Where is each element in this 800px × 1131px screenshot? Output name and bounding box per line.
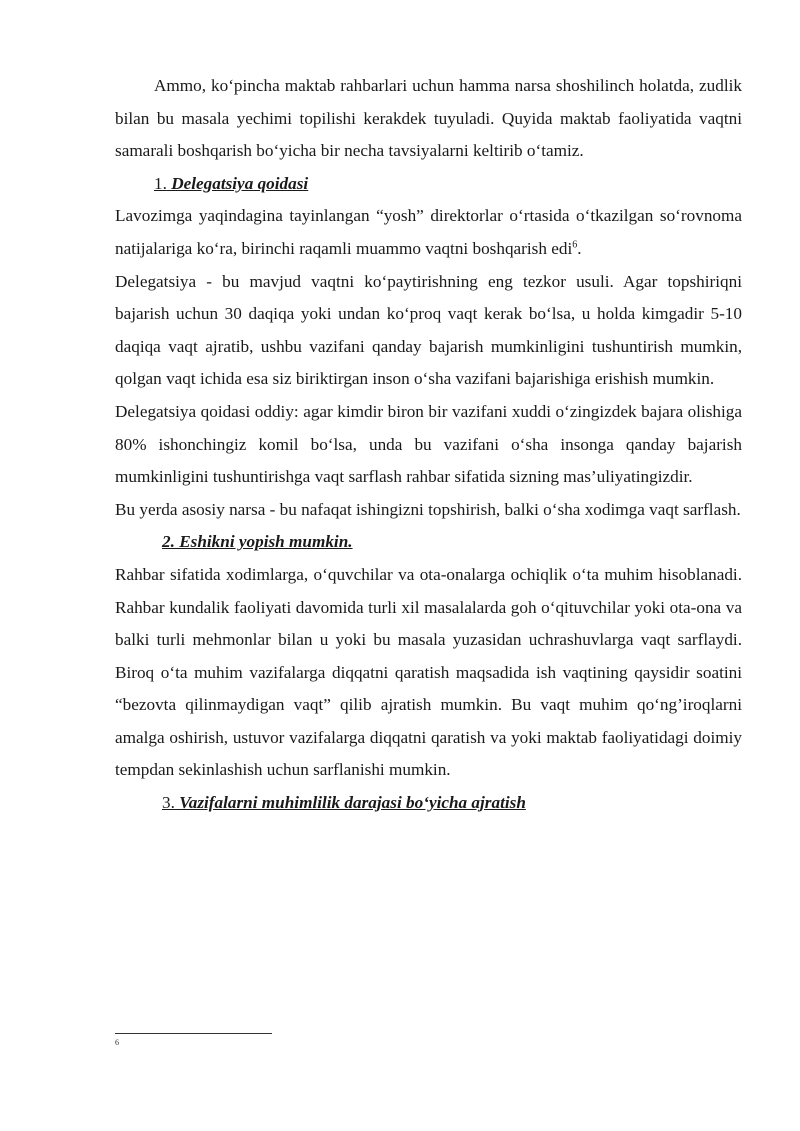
close-door-paragraph: Rahbar sifatida xodimlarga, o‘quvchilar va ota-onalarga ochiqlik o‘ta muhim hisoblanadi. Rahbar kundalik faoliyati davomida turli xil masalalarda goh o‘qituvchilar yoki ota-ona va balki turli mehmonlar bilan u yoki bu masala yuzasidan uchrashuvlarga vaqt sarflaydi. Biroq o‘ta muhim vazifalarga diqqatni qaratish maqsadida ish vaqtining qaysidir soatini “bezovta qilinmaydigan vaqt” qilib ajratish mumkin. Bu vaqt muhim qo‘ng’iroqlarni amalga oshirish, ustuvor vazifalarga diqqatni qaratish va yoki maktab faoliyatidagi doimiy tempdan sekinlashish uchun sarflanishi mumkin. (115, 564, 742, 780)
section-heading-delegation (115, 168, 742, 201)
heading-number: 3. (162, 793, 175, 813)
delegation-paragraph-rule: Delegatsiya qoidasi oddiy: agar kimdir biron bir vazifani xuddi o‘zingizdek bajara olishiga 80% ishonchingiz komil bo‘lsa, unda bu vazifani o‘sha insonga qanday bajarish mumkinligini tushuntirishga vaqt sarflash rahbar sifatida sizning mas’uliyatingizdir. (115, 401, 742, 487)
footnote-mark: 6 (115, 1038, 119, 1047)
heading-number: 1. (154, 173, 167, 193)
paragraph-text: Lavozimga yaqindagina tayinlangan “yosh” direktorlar o‘rtasida o‘tkazilgan so‘rovnoma natijalariga ko‘ra, birinchi raqamli muammo vaqtni boshqarish edi (115, 206, 742, 258)
heading-text: Delegatsiya qoidasi (166, 173, 309, 193)
delegation-paragraph-main-point: Bu yerda asosiy narsa - bu nafaqat ishingizni topshirish, balki o‘sha xodimga vaqt sarflash. (115, 499, 741, 519)
delegation-paragraph-definition: Delegatsiya - bu mavjud vaqtni ko‘paytirishning eng tezkor usuli. Agar topshiriqni bajarish uchun 30 daqiqa yoki undan ko‘proq vaqt kerak bo‘lsa, u holda kimgadir 5-10 daqiqa vaqt ajratib, ushbu vazifani qanday bajarish mumkinligini tushuntirish mumkin, qolgan vaqt ichida esa siz biriktirgan inson o‘sha vazifani bajarishiga erishish mumkin. (115, 271, 742, 389)
intro-paragraph: Ammo, ko‘pincha maktab rahbarlari uchun hamma narsa shoshilinch holatda, zudlik bilan bu masala yechimi topilishi kerakdek tuyuladi. Quyida maktab faoliyatida vaqtni samarali boshqarish bo‘yicha bir necha tavsiyalarni keltirib o‘tamiz. (115, 76, 742, 161)
heading-text: Vazifalarni muhimlilik darajasi bo‘yicha ajratish (174, 793, 526, 813)
delegation-paragraph-survey (115, 200, 742, 265)
paragraph-end: . (577, 238, 582, 258)
footnote-divider (115, 1033, 272, 1034)
section-heading-prioritization (115, 787, 742, 820)
footnote-reference[interactable]: 6 (572, 239, 578, 251)
section-heading-close-door: 2. Eshikni yopish mumkin. (162, 532, 353, 552)
document-page (115, 70, 742, 820)
